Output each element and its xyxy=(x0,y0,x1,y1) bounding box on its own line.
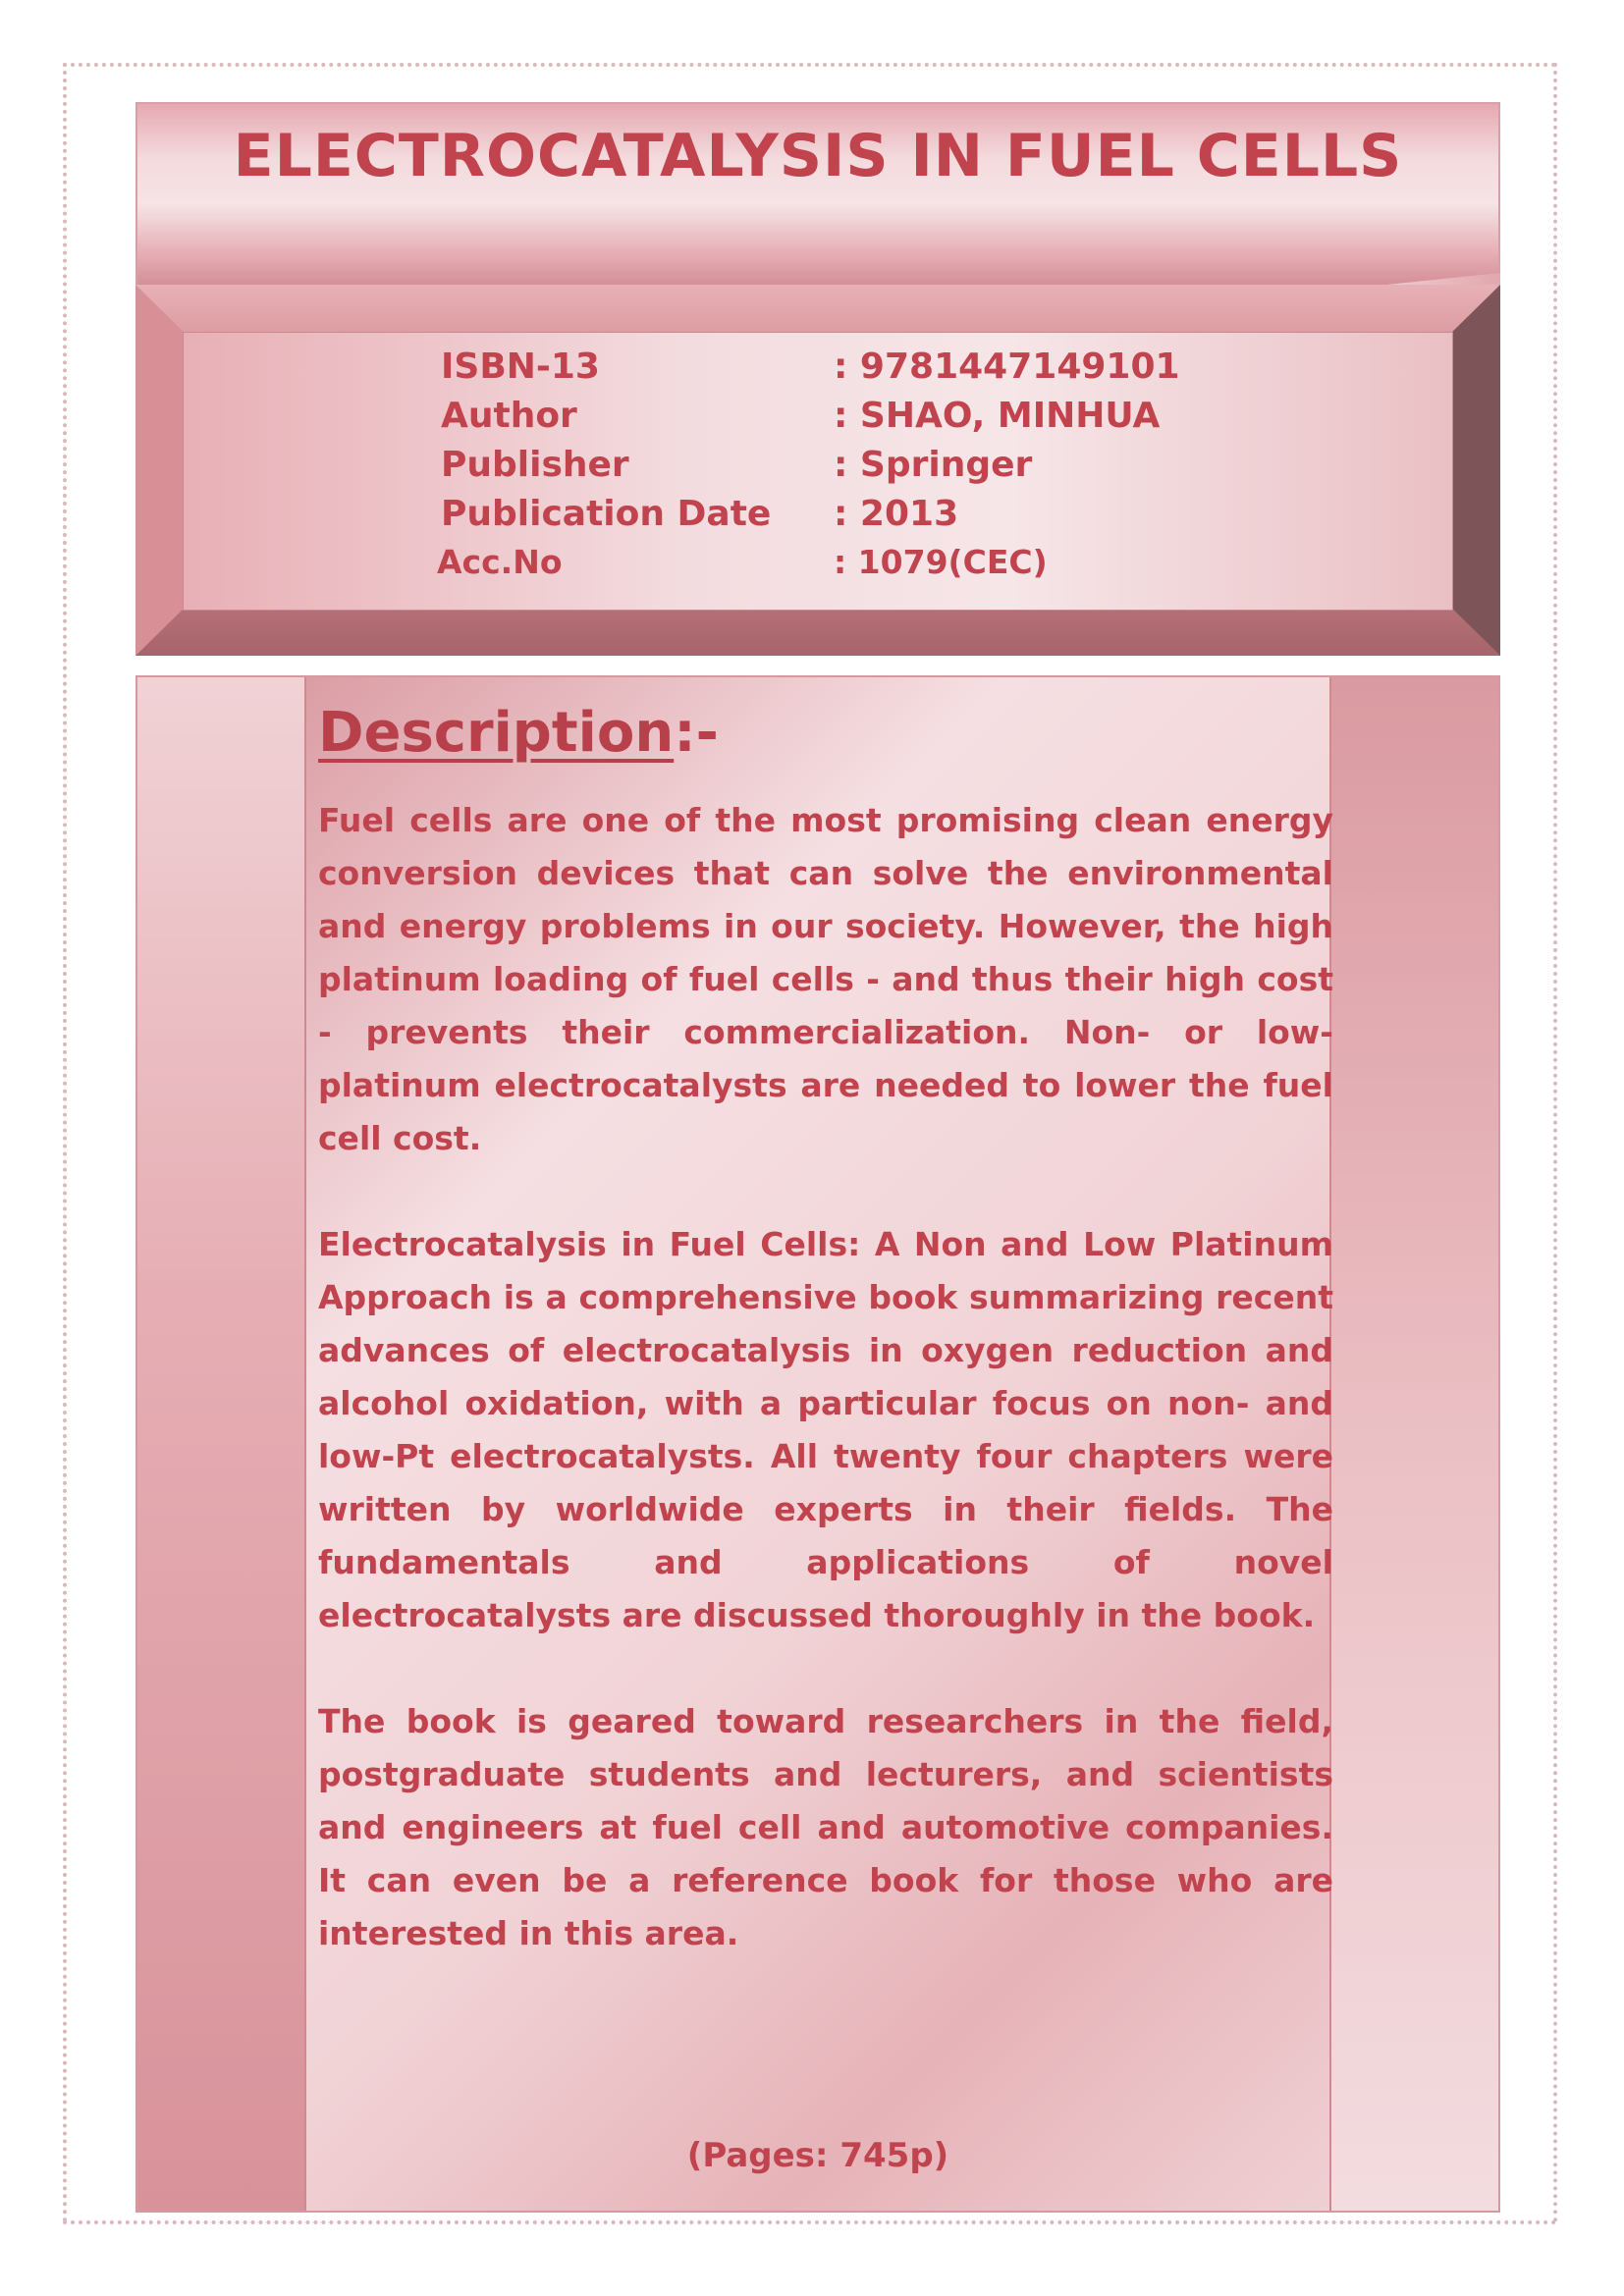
info-label: Publication Date xyxy=(441,494,772,534)
description-panel xyxy=(135,675,1500,2213)
description-paragraph: Fuel cells are one of the most promising clean energy conversion devices that can solve the environmental and energy problems in our society. However, the high platinum loading of fuel cells - and thus their high cost - prevents their commercialization. Non- or low- platinum electrocatalysts are needed to lower the fuel cell cost. xyxy=(318,801,1333,1157)
info-value: : Springer xyxy=(834,445,1033,485)
description-paragraph: The book is geared toward researchers in the field, postgraduate students and lecturers, and scientists and engineers at fuel cell and automotive companies. It can even be a reference book for those who are interested in this area. xyxy=(318,1702,1333,1952)
info-label: Acc.No xyxy=(437,543,563,581)
info-panel xyxy=(135,285,1500,656)
bevel-top xyxy=(135,285,1500,334)
bevel-left xyxy=(135,285,185,656)
info-label: Publisher xyxy=(441,445,629,485)
description-paragraph: Electrocatalysis in Fuel Cells: A Non and Low Platinum Approach is a comprehensive book summarizing recent advances of electrocatalysis in oxygen reduction and alcohol oxidation, with a particular focus on non- and low-Pt electrocatalysts. All twenty four chapters were written by worldwide experts in their fields. The fundamentals and applications of novel electrocatalysts are discussed thoroughly in the book. xyxy=(318,1225,1333,1634)
title-banner xyxy=(135,102,1500,287)
book-title: ELECTROCATALYSIS IN FUEL CELLS xyxy=(233,122,1403,190)
info-inner xyxy=(183,332,1453,611)
description-heading-text: Description xyxy=(318,701,675,765)
description-heading-suffix: :- xyxy=(674,701,719,765)
description-content xyxy=(318,701,1333,2013)
bevel-bottom xyxy=(135,609,1500,656)
info-value: : 9781447149101 xyxy=(834,347,1180,387)
info-label: ISBN-13 xyxy=(441,347,600,387)
info-value: : 1079(CEC) xyxy=(834,543,1048,581)
description-heading xyxy=(318,701,1333,765)
info-label: Author xyxy=(441,396,577,436)
description-left-column xyxy=(137,677,306,2211)
info-value: : 2013 xyxy=(834,494,959,534)
page-count: (Pages: 745p) xyxy=(686,2136,949,2175)
description-right-column xyxy=(1329,677,1498,2211)
bevel-right xyxy=(1451,285,1500,656)
info-value: : SHAO, MINHUA xyxy=(834,396,1161,436)
